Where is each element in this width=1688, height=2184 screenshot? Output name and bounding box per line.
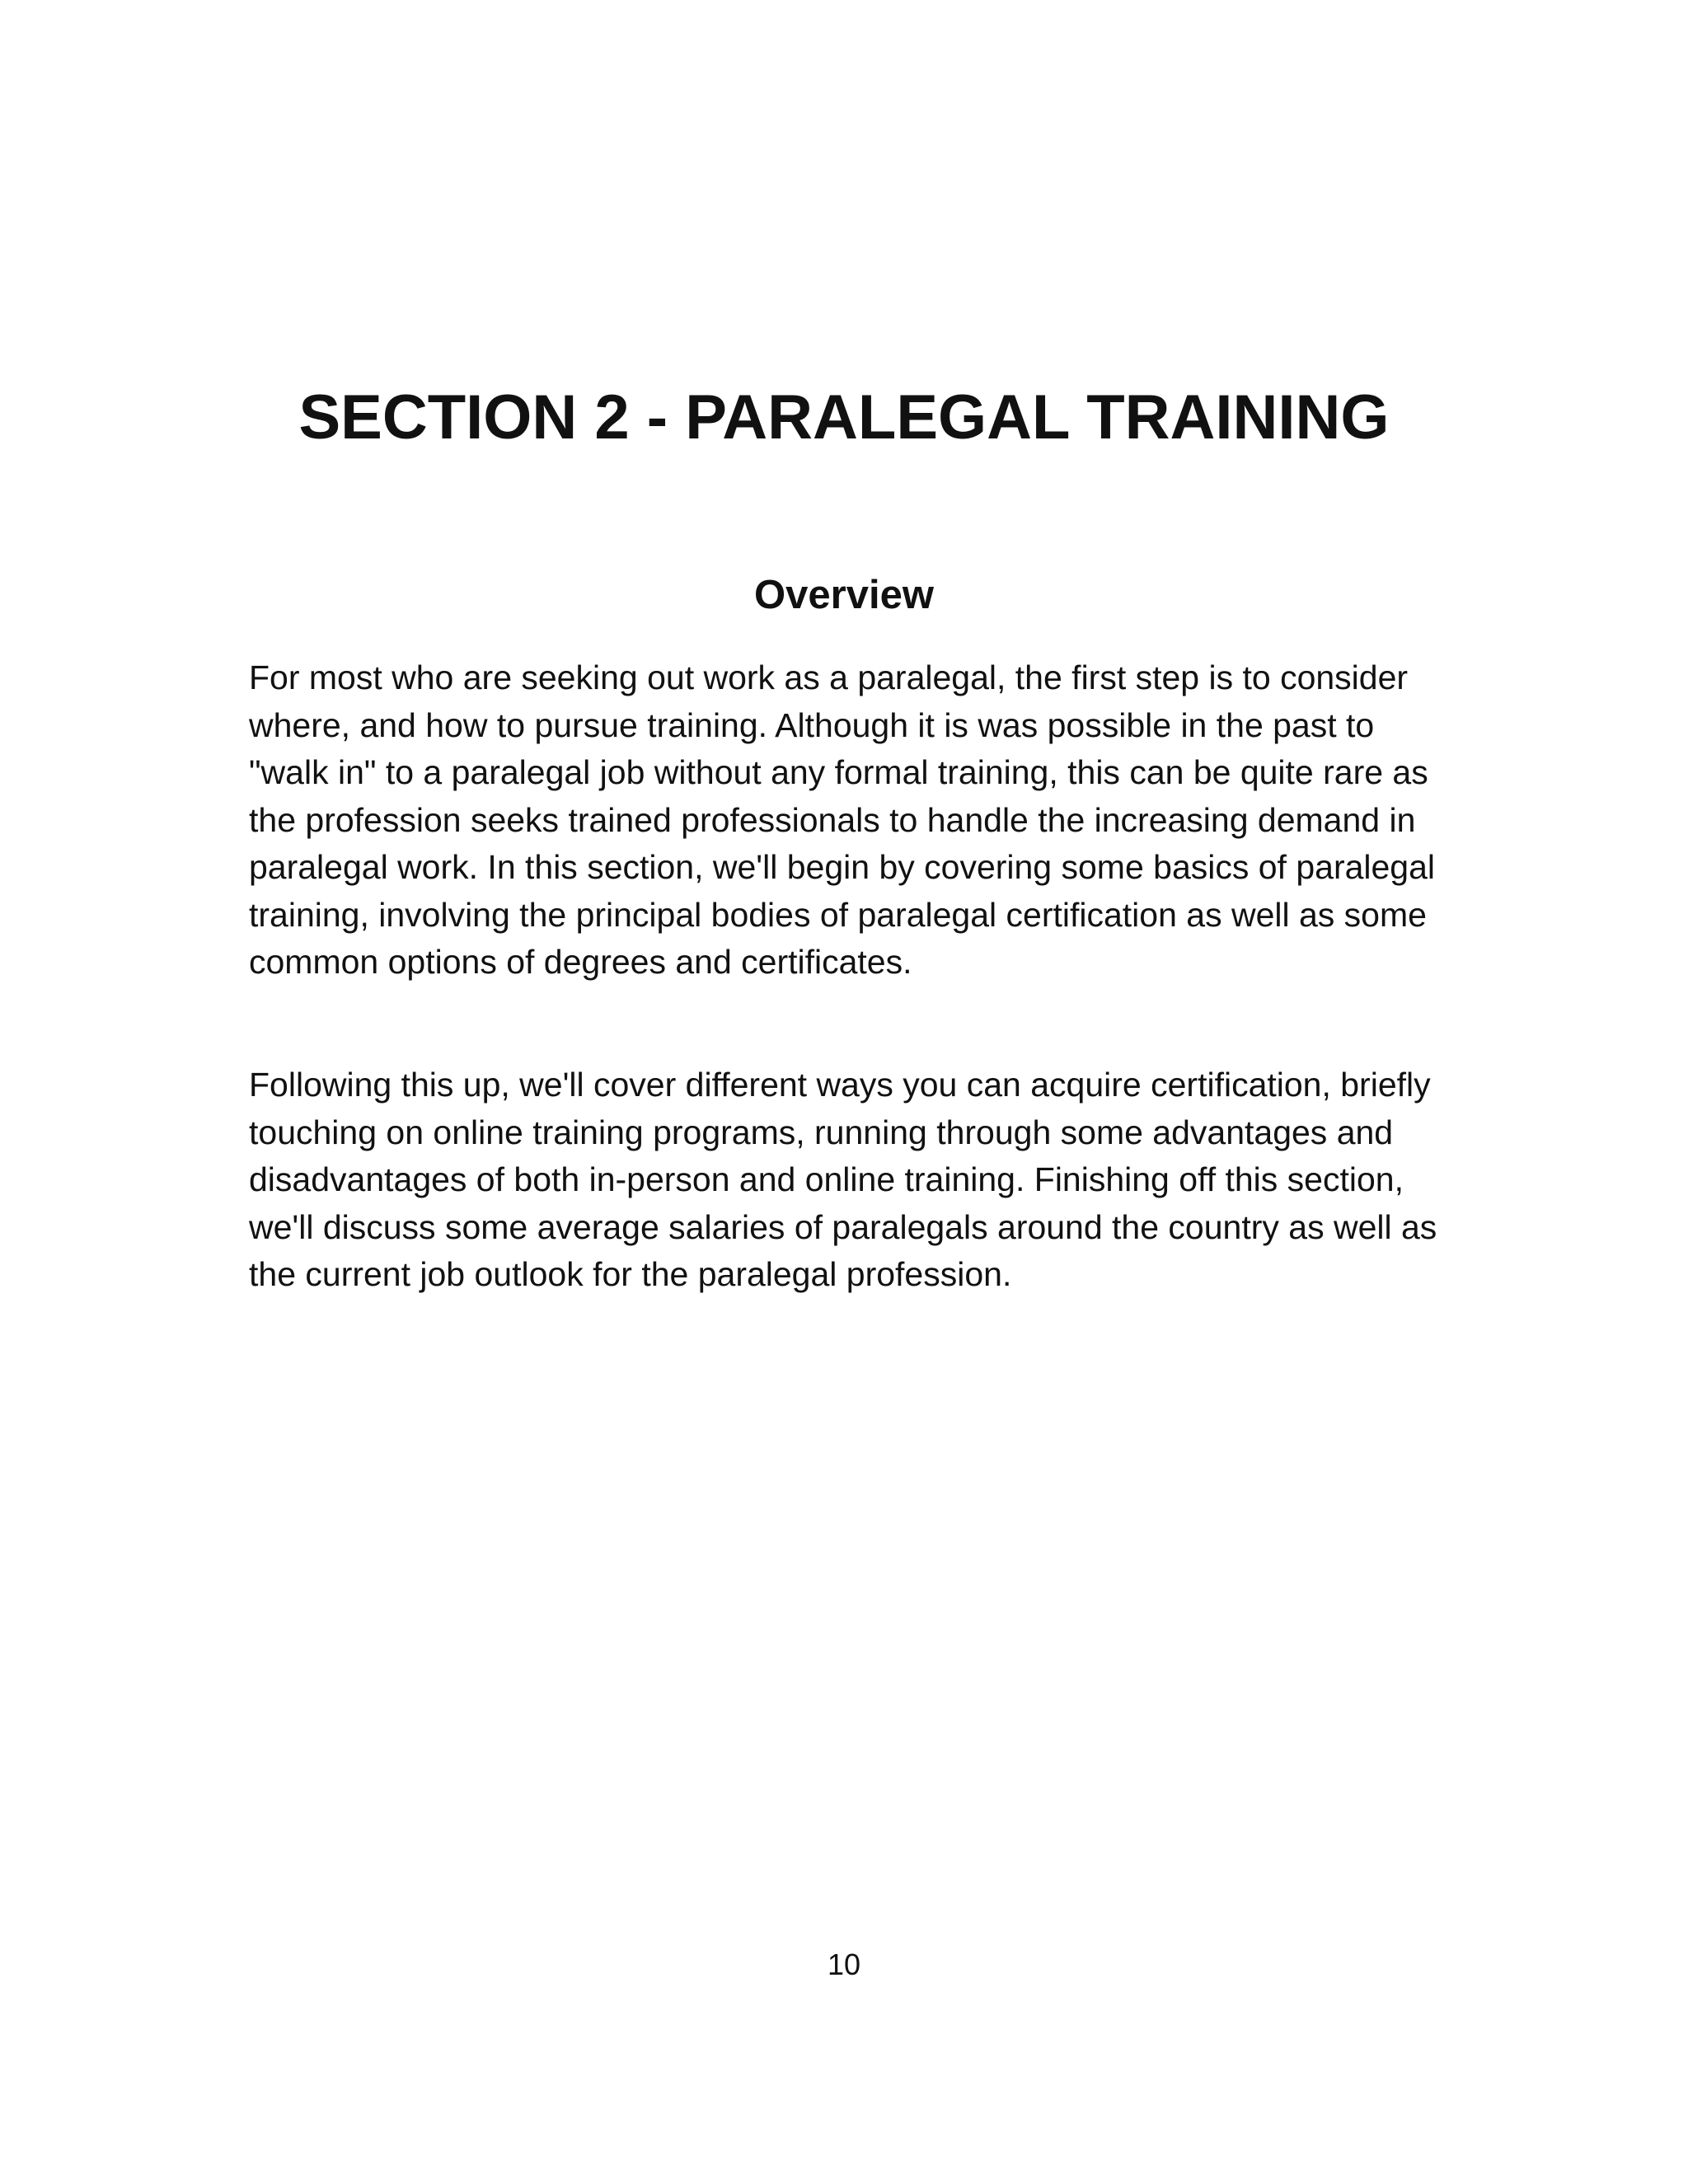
paragraph-1: For most who are seeking out work as a paralegal, the first step is to consider where, and how to pursue training. Although it is was possible in the past to "walk in" to a paralegal job without any formal training, this can be quite rare as the profession seeks trained professionals to handle the increasing demand in paralegal work. In this section, we'll begin by covering some basics of paralegal training, involving the principal bodies of paralegal certification as well as some common options of degrees and certificates.: [249, 658, 1436, 981]
section-title: SECTION 2 - PARALEGAL TRAINING: [298, 382, 1390, 452]
paragraph-2: Following this up, we'll cover different ways you can acquire certification, briefly touching on online training programs, running through some advantages and disadvantages of both in-person and online training. Finishing off this section, we'll discuss some average salaries of paralegals around the country as well as the current job outlook for the paralegal profession.: [249, 1066, 1437, 1293]
overview-heading: Overview: [754, 573, 934, 617]
page-number: 10: [827, 1947, 861, 1981]
